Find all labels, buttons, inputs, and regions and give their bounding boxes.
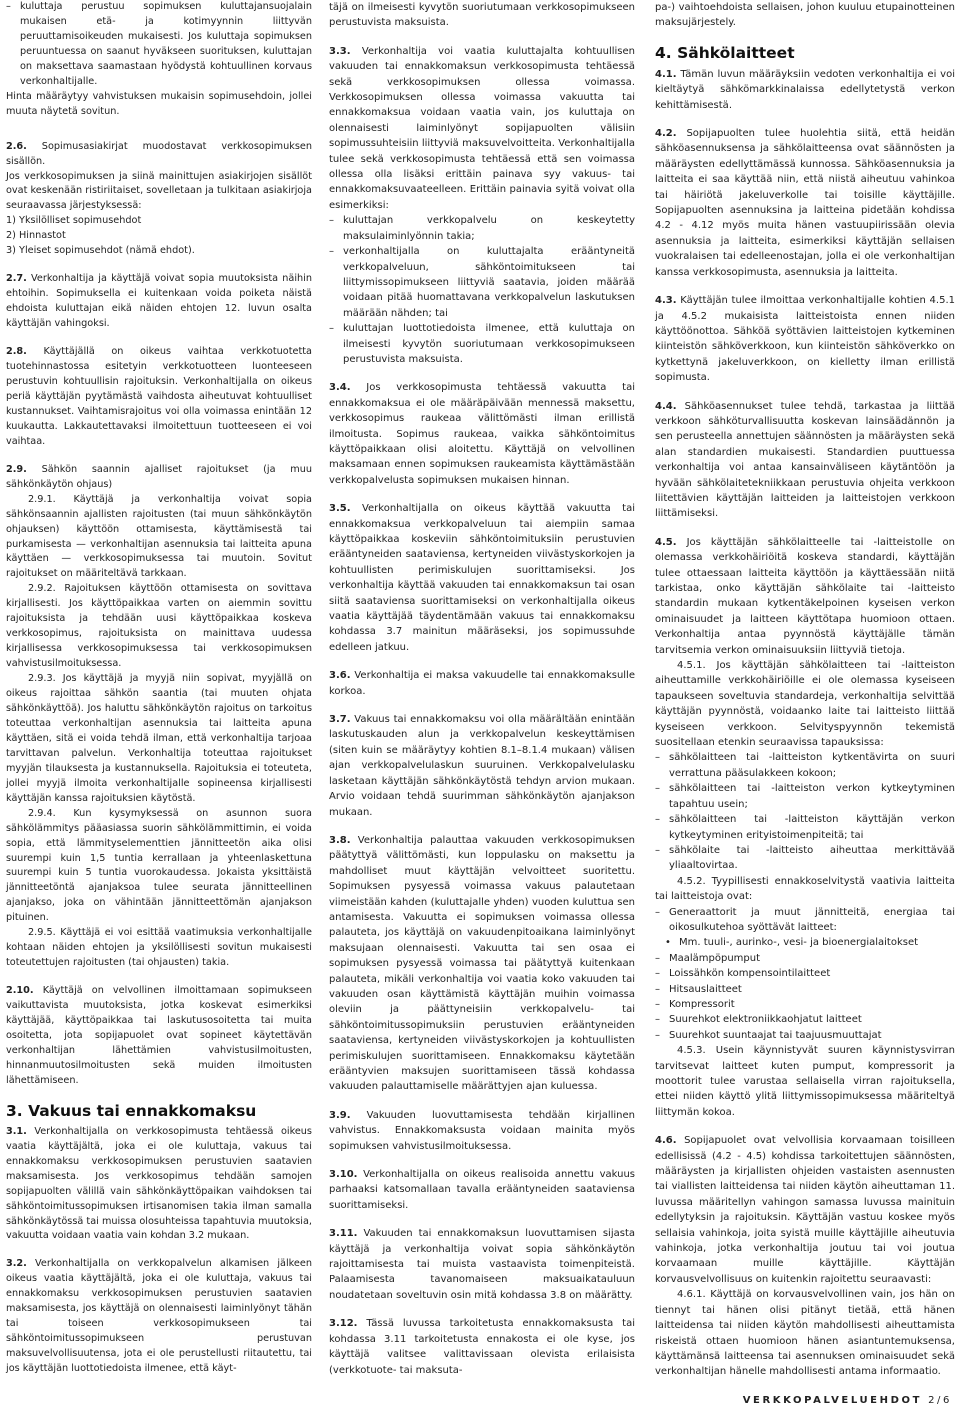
- list-item: – sähkölaitteen tai -laitteiston verkon kytkeytyminen tapahtuu usein;: [655, 781, 955, 812]
- section-2-7: [6, 272, 312, 332]
- section-text: Käyttäjän tulee ilmoittaa verkonhaltijalle kohtien 4.5.1 ja 4.5.2 mukaisista laitteistoista ennen niiden käyttöönottoa. Sähköä syöttävien laitteistojen kytkeminen kiinteistön sähköverkkoon, kun kiinteistön sähköverkko on kytkettynä jakeluverkkoon, on kielletty ilman erillistä sopimusta.: [655, 295, 956, 384]
- section-3-9: [329, 1108, 635, 1154]
- list-item: • Mm. tuuli-, aurinko-, vesi- ja bioenergialaitokset: [655, 935, 955, 950]
- list-item: – verkonhaltijalla on kuluttajalta erääntyneitä verkkopalveluun, sähköntoimitukseen tai liittymissopimukseen liittyviä saatavia, joiden määrää voidaan pitää huomattavana verkkopalvelun laskutuksen määrään nähden; tai: [329, 244, 635, 321]
- section-text: Käyttäjällä on oikeus vaihtaa verkkotuotetta tuotehinnastossa esitetyin verkkotuotteen luonteeseen perustuvin kohtuullisin rajoituksin. Verkonhaltijalla on oikeus periä käyttäjän pyytämästä vaihdosta aiheutuvat kohtuulliset kustannukset. Vaihtamisrajoitus voi olla voimassa enintään 12 kuukautta. Lakkautettavaksi ilmoitettuun tuotteeseen ei voi vaihtaa.: [6, 346, 312, 447]
- section-text: Jos verkkosopimusta tehtäessä vakuutta tai ennakkomaksua ei ole määräpäivään mennessä maksettu, verkkosopimus raukeaa välittömästi ilman erillistä ilmoitusta. Sopimus raukeaa, vaikka sähköntoimitus käyttöpaikkaan olisi aloitettu. Käyttäjä on velvollinen maksamaan ennen sopimuksen raukeamista käyttämästään verkkopalvelusta sopimuksen mukaisen hinnan.: [329, 382, 635, 486]
- list-item: – sähkölaitteen tai -laitteiston kytkentävirta on suuri verrattuna pääsulakkeen kokoon;: [655, 750, 955, 781]
- section-number: 2.7.: [6, 273, 27, 285]
- list-item: – Suurehkot elektroniikkaohjatut laitteet: [655, 1012, 955, 1027]
- section-text: Sähköasennukset tulee tehdä, tarkastaa ja liittää verkkoon sähköturvallisuutta koskevan lainsäädännön ja sen perusteella annettujen säännösten ja määräysten sekä alan standardien mukaisesti. Standardien puuttuessa verkonhaltija voi antaa kansainväliseen käytäntöön ja hyvään sähkölaitetekniikkaan perustuvia ohjeita verkkoon liitettävien käyttäjän laitteiden ja laitteistojen verkkoon liittämiseksi.: [655, 400, 956, 520]
- section-3-11: [329, 1226, 635, 1303]
- section-4-6: [655, 1133, 955, 1287]
- section-4-3: [655, 293, 955, 385]
- footer-title: VERKKOPALVELUEHDOT: [742, 1395, 922, 1406]
- section-number: 4.5.: [655, 536, 677, 548]
- page-footer: [743, 1395, 952, 1406]
- section-number: 3.4.: [329, 382, 351, 394]
- section-2-9-heading: [6, 463, 312, 493]
- section-4-4: [655, 399, 955, 522]
- section-4-5: [655, 535, 955, 658]
- section-number: 3.2.: [6, 1258, 27, 1270]
- list-item: 2) Hinnastot: [6, 230, 66, 242]
- list-item: – Loissähkön kompensointilaitteet: [655, 966, 955, 981]
- paragraph: 4.5.1. Jos käyttäjän sähkölaitteen tai -laitteiston aiheuttamille verkkohäiriöille ei ole olemassa kyseiseen tapaukseen soveltuvia standardeja, verkonhaltija selvittää käyttäjän pyynnöstä, voidaanko laite tai laitteisto liittää kyseiseen verkkoon. Selvityspyynnön tekemistä suositellaan etenkin seuraavissa tapauksissa:: [655, 660, 955, 749]
- section-text: Vakuuden luovuttamisesta tehdään kirjallinen vahvistus. Ennakkomaksusta voidaan mainita myös sopimuksen vahvistusilmoituksessa.: [329, 1109, 635, 1152]
- list-item: – Generaattorit ja muut jännitteitä, energiaa tai oikosulkutehoa syöttävät laitteet:: [655, 905, 955, 936]
- section-number: 3.8.: [329, 834, 351, 846]
- section-number: 2.8.: [6, 346, 27, 358]
- section-number: 4.1.: [655, 68, 677, 80]
- paragraph: 2.9.4. Kun kysymyksessä on asunnon suora sähkölämmitys pääasiassa suorin sähkölämmittimin, ei voida sopia, että lämmityselementtien jännitteetön aika olisi suurempi kuin 1,5 tuntia kerrallaan ja yhteenlaskettuna suurempi kuin 5 tuntia vuorokaudessa. Jokaista yksittäistä jännitteetöntä ajanjaksoa tulee seurata jännitteellinen ajanjakso, joka on vähintään jännitteettömän ajanjakson pituinen.: [6, 807, 312, 924]
- section-text: Verkonhaltijalla on verkkosopimusta tehtäessä oikeus vaatia käyttäjältä, joka ei ole kuluttaja, vakuus tai ennakkomaksu verkkosopimuksen perustuvien saatavien maksamisesta. Jos verkkosopimus tehdään samojen sopijapuolten välillä vain sähkönkäyttöpaikan vaihdoksen tai sähköntoimitussopimuksen irtisanomisen takia ilman samalla sähkönkäytössä tai muissa olosuhteissa tapahtuvia muutoksia, vakuutta voidaan vaatia vain kohdan 3.2 mukaan.: [6, 1125, 312, 1242]
- section-3-5: [329, 501, 635, 655]
- section-text: Verkonhaltija ja käyttäjä voivat sopia muutoksista näihin ehtoihin. Sopimuksella ei kuitenkaan voida poiketa näistä ehdoista kuluttajan eikä näiden ehtojen 12. luvun osalta käyttäjän vahingoksi.: [6, 273, 312, 330]
- section-text: Verkonhaltija ei maksa vakuudelle tai ennakkomaksulle korkoa.: [329, 670, 635, 697]
- section-text: Tämän luvun määräyksiin vedoten verkonhaltija ei voi kieltäytyä sähkömarkkinalaissa edellytetystä verkon kehittämisestä.: [655, 68, 955, 111]
- section-text: Verkonhaltijalla on verkkopalvelun alkamisen jälkeen oikeus vaatia käyttäjältä, joka ei ole kuluttaja, vakuus tai ennakkomaksu verkkosopimuksen perustuvien saatavien maksamisesta, jos käyttäjä on olennaisesti laiminlyönyt tähän tai toiseen verkkosopimukseen tai sähköntoimitussopimukseen perustuvan maksuvelvollisuutensa, jota ei ole perustellusti riitautettu, tai jos käyttäjän luottotiedoista ilmenee, että käyt-: [6, 1258, 312, 1375]
- section-3-7: [329, 712, 635, 820]
- paragraph: 2.9.5. Käyttäjä ei voi esittää vaatimuksia verkonhaltijalle kohtaan näiden ehtojen ja yksilöllisesti sovitun mukaisesti toteutettujen rajoitusten (tai ohjausten) takia.: [6, 927, 312, 969]
- section-number: 2.10.: [6, 985, 34, 997]
- list-item: – kuluttajan luottotiedoista ilmenee, että kuluttaja on ilmeisesti kyvytön suoriutumaan verkkosopimukseen perustuvista maksuista.: [329, 321, 635, 367]
- list-item: – Kompressorit: [655, 997, 955, 1012]
- paragraph: 2.9.1. Käyttäjä ja verkonhaltija voivat sopia sähkönsaannin ajallisten rajoitusten (tai muun sähkönkäytön ohjauksen) käyttöön ottamisesta, käyttämisestä tai purkamisesta — verkonhaltijan asennuksia tai laitteita apuna käyttäen — verkkosopimuksessa tai muutoin. Sovitut rajoitukset on määriteltävä tarkkaan.: [6, 493, 312, 580]
- section-number: 3.3.: [329, 45, 351, 57]
- list-item: – Maalämpöpumput: [655, 951, 955, 966]
- section-number: 4.3.: [655, 295, 677, 307]
- paragraph: 2.9.3. Jos käyttäjä ja myyjä niin sopivat, myyjällä on oikeus rajoittaa sähkön saantia (tai muuten ohjata sähkönkäyttöä). Jos haluttu sähkönkäytön rajoitus on tarkoitus toteuttaa verkonhaltijan asennuksia tai laitteita apuna käyttäen, sitä ei voida tehdä ilman, että verkonhaltija tarjoaa tarvittavan palvelun. Verkonhaltija toteuttaa rajoitukset myyjän tilauksesta ja kustannuksella. Rajoituksia ei toteuteta, jollei myyjä ilmoita verkonhaltijalle sopineensa kirjallisesti käyttäjän kanssa rajoituksien käytöstä.: [6, 673, 312, 804]
- paragraph: 4.5.3. Usein käynnistyvät suuren käynnistysvirran tarvitsevat laitteet kuten pumput, kompressorit ja moottorit tulee varustaa sellaisella virran rajoituksella, ettei niiden käyttö ylitä liittymissopimuksessa määriteltyä liittymän kokoa.: [655, 1045, 955, 1118]
- section-title: Sopimusasiakirjat muodostavat verkkosopimuksen sisällön.: [6, 140, 312, 167]
- paragraph: 4.5.2. Tyypillisesti ennakkoselvitystä vaativia laitteita tai laitteistoja ovat:: [655, 875, 955, 903]
- section-number: 2.6.: [6, 140, 27, 152]
- section-text: Vakuuden tai ennakkomaksun luovuttamisen sijasta käyttäjä ja verkonhaltija voivat sopia sähkönkäytön rajoittamisesta tai muista vastaavista toimenpiteistä. Palaamisesta tavanomaiseen maksuaikatauluun noudatetaan soveltuvin osin mitä kohdassa 3.8 on määrätty.: [329, 1228, 635, 1301]
- list-item: – sähkölaite tai -laitteisto aiheuttaa merkittävää yliaaltovirtaa.: [655, 843, 955, 874]
- section-text: Verkonhaltijalla on oikeus realisoida annettu vakuus parhaaksi katsomallaan tavalla erääntyneiden saataviensa suorittamiseksi.: [329, 1169, 635, 1211]
- list-item: 1) Yksilölliset sopimusehdot: [6, 215, 142, 227]
- section-text: Jos käyttäjän sähkölaitteelle tai -laitteistolle on olemassa verkkohäiriöitä koskeva standardi, käyttäjän tulee ottaessaan laitteita käyttöön ja käyttäessään niitä tarkistaa, onko käyttäjän sähkölaite tai -laitteisto standardin mukaan kytkentäkelpoinen kyseisen verkon ominaisuudet ja laitteen käyttötapa huomioon ottaen. Verkonhaltija antaa pyynnöstä käyttäjälle tämän tarvitsemia verkon ominaisuuksiin liittyviä tietoja.: [655, 536, 955, 656]
- list-item: – sähkölaitteen tai -laitteiston käyttäjän verkon kytkeytyminen erityistoimenpiteitä; tai: [655, 812, 955, 843]
- paragraph: Jos verkkosopimuksen ja siinä mainittujen asiakirjojen sisällöt ovat keskenään ristiriitaiset, sovelletaan ja tulkitaan asiakirjoja seuraavassa järjestyksessä:: [6, 170, 312, 212]
- paragraph: Hinta määräytyy vahvistuksen mukaisin sopimusehdoin, jollei muuta näytetä sovitun.: [6, 90, 312, 117]
- section-number: 2.9.: [6, 463, 27, 475]
- section-4-2: [655, 126, 955, 280]
- section-number: 4.6.: [655, 1135, 677, 1147]
- section-text: Verkonhaltija palauttaa vakuuden verkkosopimuksen päätyttyä välittömästi, kun loppulasku on maksettu ja mahdolliset muut käyttäjän velvoitteet suoritettu. Sopimuksen pysyessä voimassa vakuus palautetaan viimeistään kahden (kuluttajalle yhden) vuoden kuluttua sen antamisesta. Vakuutta ei sopimuksen voimassa ollessa palauteta, jos käyttäjä on vakuudenpitoaikana laiminlyönyt maksujaan olennaisesti. Vakuutta tai sen osaa ei sopimuksen pysyessä voimassa tai päätyttyä kuitenkaan palauteta, mikäli verkonhaltija voi vaatia koko vakuuden tai vakuuden osan käyttämistä käyttäjän muihin voimassa oleviin ja päättyneisiin verkkopalvelu- tai sähköntoimitussopimuksiin perustuvien erääntyneiden saataviensa, kertyneiden viivästyskorkojen ja kohtuullisten perimiskulujen suorittamiseen. Ennakkomaksu käytetään erääntyvien maksujen suorittamiseen tässä kohdassa vakuuden palauttamiselle määrättyjen ajan kuluessa.: [329, 834, 635, 1093]
- section-number: 3.6.: [329, 670, 351, 682]
- section-3-2: [6, 1257, 312, 1377]
- list-item: – kuluttajan verkkopalvelu on keskeytetty maksulaiminlyönnin takia;: [329, 213, 635, 244]
- section-3-10: [329, 1167, 635, 1213]
- list-item: 3) Yleiset sopimusehdot (nämä ehdot).: [6, 245, 195, 257]
- section-number: 3.5.: [329, 503, 351, 515]
- section-text: Sopijapuolten tulee huolehtia siitä, että heidän sähköasennuksensa ja sähkölaitteensa ovat säännösten ja määräysten edellyttämässä kunnossa. Sähköasennuksia ja laitteita ei saa käyttää niin, että niistä aiheutuu vahinkoa tai häiriötä jakeluverkolle tai toisille käyttäjille. Sopijapuolten asennuksina ja laitteina pidetään kohdissa 4.2 - 4.12 myös muita hänen vastuupiirissään olevia asennuksia ja laitteita, esimerkiksi käyttäjän sellaisen vuokralaisen tai edelleenostajan, jolla ei ole verkonhaltijan kanssa verkkosopimusta, asennuksia ja laitteita.: [655, 128, 955, 278]
- section-4-1: [655, 67, 955, 113]
- section-2-6-heading: [6, 140, 312, 170]
- section-number: 3.9.: [329, 1109, 351, 1121]
- paragraph: täjä on ilmeisesti kyvytön suoriutumaan verkkosopimukseen perustuvista maksuista.: [329, 2, 635, 29]
- section-3-8: [329, 833, 635, 1095]
- section-text: Käyttäjä on velvollinen ilmoittamaan sopimukseen vaikuttavista muutoksista, jotka koskevat esimerkiksi käyttäjää, käyttöpaikkaa tai laskutusosoitetta tai muita osoitetta, jota sopijapuolet ovat sopineet käytettävän verkonhaltijan lähettämien vahvistusilmoitusten, hinnanmuutosilmoitusten sekä muiden ilmoitusten lähettämiseen.: [6, 985, 312, 1086]
- paragraph: 2.9.2. Rajoituksen käyttöön ottamisesta on sovittava kirjallisesti. Jos käyttöpaikkaa varten on aiemmin sovittu rajoituksista ja tehdään uusi käyttöpaikkaa koskeva verkkosopimus, rajoituksista on mainittava uudessa kirjallisessa verkkosopimuksessa tai verkkosopimuksen vahvistusilmoituksessa.: [6, 583, 312, 670]
- paragraph: 4.6.1. Käyttäjä on korvausvelvollinen vain, jos hän on tiennyt tai hänen olisi pitänyt tietää, että hänen laitteidensa tai niiden käytön mahdollisesti aiheuttamista riskeistä ottaen huomioon hänen asiantuntemuksensa, käyttämänsä laitteensa tai asennuksen ominaisuudet sekä verkonhaltijan hänelle mahdollisesti antama informaatio.: [655, 1289, 955, 1378]
- section-number: 3.12.: [329, 1318, 358, 1330]
- list-item: – Suurehkot suuntaajat tai taajuusmuuttajat: [655, 1028, 955, 1043]
- section-number: 4.4.: [655, 400, 677, 412]
- list-item: – Hitsauslaitteet: [655, 982, 955, 997]
- page-number: 2/6: [928, 1395, 952, 1406]
- paragraph: pa-) vaihtoehdoista sellaisen, johon kuuluu etupainotteinen maksujärjestely.: [655, 2, 955, 29]
- section-3-12: [329, 1316, 635, 1378]
- section-number: 3.11.: [329, 1228, 358, 1240]
- section-text: Verkonhaltijalla on oikeus käyttää vakuutta tai ennakkomaksua verkkopalveluun tai aiempiin samaa käyttöpaikkaa koskeviin sähköntoimituksiin perustuvien erääntyneiden saataviensa, kertyneiden viivästyskorkojen ja kohtuullisten perimiskulujen suorittamiseksi. Jos verkonhaltija käyttää vakuuden tai ennakkomaksun tai osan siitä saataviensa suorittamiseksi on verkonhaltijalla oikeus vaatia käyttäjää täydentämään vakuus tai ennakkomaksu kohdassa 3.7 mainitun määräseksi, jos sopimussuhde edelleen jatkuu.: [329, 503, 635, 653]
- section-number: 3.1.: [6, 1125, 27, 1137]
- section-text: Vakuus tai ennakkomaksu voi olla määrältään enintään laskutuskauden alun ja verkkopalvelun keskeyttämisen (siten kuin se määräytyy kohtien 8.1–8.1.4 mukaan) välisen ajan verkkopalvelulaskun suuruinen. Verkkopalvelulasku lasketaan käyttäjän sähkönkäytöstä tehdyn arvion mukaan. Arvio voidaan tehdä suurimman sähkönkäytön ajanjakson mukaan.: [329, 714, 635, 818]
- section-number: 3.7.: [329, 714, 351, 726]
- section-3-3: [329, 44, 635, 213]
- column-right: [655, 0, 955, 1380]
- section-3-6: [329, 668, 635, 699]
- section-number: 4.2.: [655, 128, 677, 140]
- column-left: [6, 0, 312, 1377]
- section-2-8: [6, 345, 312, 450]
- section-title: Sähkön saannin ajalliset rajoitukset (ja muu sähkönkäytön ohjaus): [6, 463, 312, 490]
- section-number: 3.10.: [329, 1169, 358, 1181]
- section-text: Verkonhaltija voi vaatia kuluttajalta kohtuullisen vakuuden tai ennakkomaksun verkkosopimusta tehtäessä sekä verkkosopimuksen ollessa voimassa. Verkkosopimuksen ollessa voimassa vakuutta tai ennakkomaksua voidaan vaatia vain, jos kuluttaja on olennaisesti laiminlyönyt sopijapuolten välisiin sopimussuhteisiin liittyviä maksuvelvoitteita. Verkonhaltijalla tulee sekä verkkosopimusta tehtäessä että sen voimassa ollessa olla lisäksi erittäin painava syy vakuus- tai ennakkomaksuvaateelleen. Erittäin painavia syitä voivat olla esimerkiksi:: [329, 45, 635, 211]
- column-middle: [329, 0, 635, 1378]
- section-3-4: [329, 380, 635, 488]
- paragraph: – kuluttaja perustuu sopimuksen kuluttajansuojalain mukaisen etä- ja kotimyynnin liittyvän peruuttamisoikeuden mukaisesti. Jos kuluttaja sopimuksen peruuntuessa on saanut hyväkseen suorituksen, kuluttajan on maksettava saamastaan hyödystä kohtuullinen korvaus verkonhaltijalle.: [6, 0, 312, 90]
- section-3-1: [6, 1125, 312, 1245]
- chapter-3-heading: 3. Vakuus tai ennakkomaksu: [6, 1101, 257, 1120]
- section-text: Tässä luvussa tarkoitetusta ennakkomaksusta tai kohdassa 3.11 tarkoitetusta ennakosta ei ole kyse, jos käyttäjä valitsee valittavissaan olevista erilaisista (verkkotuote- tai maksuta-: [329, 1318, 635, 1376]
- section-text: Sopijapuolet ovat velvollisia korvaamaan toisilleen edellisissä (4.2 - 4.5) kohdissa tarkoitettujen säännösten, määräysten ja kirjallisten ohjeiden vastaisten asennusten tai viallisten laitteidensa tai niiden käytön aiheuttaman 11. luvussa määritellyn vahingon samassa luvussa mainituin edellytyksin ja rajoituksin. Käyttäjän vastuu koskee myös sellaisia vahinkoja, joita syistä muille käyttäjille aiheutuvia vahinkoja, jotka verkonhaltija joutuu tai voi joutua korvaamaan muille käyttäjille. Käyttäjän korvausvelvollisuus on kuitenkin rajoitettu seuraavasti:: [655, 1135, 955, 1285]
- chapter-4-heading: 4. Sähkölaitteet: [655, 43, 795, 62]
- section-2-10: [6, 984, 312, 1089]
